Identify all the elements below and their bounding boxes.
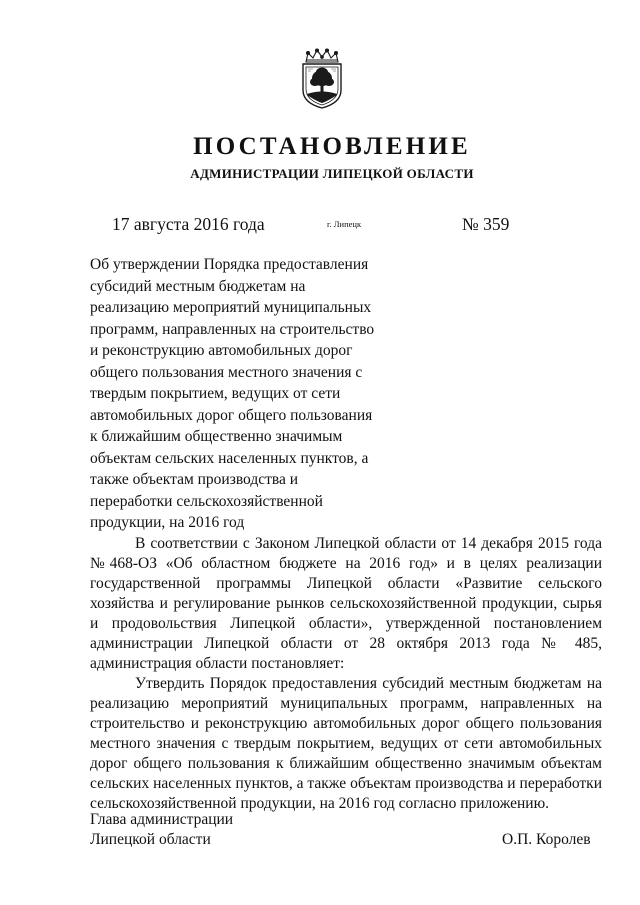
heading-line: Об утверждении Порядка предоставления bbox=[90, 256, 369, 273]
document-date: 17 августа 2016 года bbox=[112, 214, 265, 234]
body-paragraph-preamble: В соответствии с Законом Липецкой области от 14 декабря 2015 года №468-ОЗ «Об областном бюджете на 2016 год» и в целях реализации государственной программы Липецкой области «Развитие сельского хозяйства и регулирование рынков сельскохозяйственной продукции, сырья и продовольствия Липецкой области», утвержденной постановлением администрации Липецкой области от 28 октября 2013 года № 485, администрация области постановляет: bbox=[90, 535, 602, 672]
document-place: г. Липецк bbox=[327, 219, 362, 229]
document-subtitle: АДМИНИСТРАЦИИ ЛИПЕЦКОЙ ОБЛАСТИ bbox=[190, 166, 474, 181]
signature-position-line: Глава администрации bbox=[90, 811, 234, 828]
heading-line: к ближайшим общественно значимым bbox=[90, 428, 343, 445]
heading-line: и реконструкцию автомобильных дорог bbox=[90, 342, 353, 359]
heading-line: реализацию мероприятий муниципальных bbox=[90, 299, 372, 316]
heading-line: общего пользования местного значения с bbox=[90, 363, 363, 381]
signature-position-line: Липецкой области bbox=[90, 831, 211, 848]
heading-line: переработки сельскохозяйственной bbox=[90, 492, 323, 510]
heading-line: объектам сельских населенных пунктов, а bbox=[90, 449, 369, 467]
signature-name: О.П. Королев bbox=[502, 831, 591, 848]
body-paragraph-resolution: Утвердить Порядок предоставления субсидий местным бюджетам на реализацию мероприятий муниципальных программ, направленных на строительство и реконструкцию автомобильных дорог общего пользования местного значения с твердым покрытием, ведущих от сети автомобильных дорог общего пользования к ближайшим общественно значимым объектам сельских населенных пунктов, а также объектам производства и переработки сельскохозяйственной продукции, на 2016 год согласно приложению. bbox=[90, 675, 602, 812]
document-heading bbox=[90, 254, 390, 534]
document-number: № 359 bbox=[462, 214, 510, 234]
lipetsk-coat-of-arms-icon bbox=[298, 48, 346, 110]
signature-position bbox=[90, 810, 233, 850]
heading-line: также объектам производства и bbox=[90, 471, 299, 488]
heading-line: автомобильных дорог общего пользования bbox=[90, 406, 373, 424]
heading-line: твердым покрытием, ведущих от сети bbox=[90, 385, 341, 402]
heading-line: программ, направленных на строительство bbox=[90, 320, 375, 338]
heading-line: продукции, на 2016 год bbox=[90, 514, 245, 531]
document-title: ПОСТАНОВЛЕНИЕ bbox=[193, 133, 471, 160]
heading-line: субсидий местным бюджетам на bbox=[90, 277, 306, 295]
document-body bbox=[90, 534, 602, 814]
